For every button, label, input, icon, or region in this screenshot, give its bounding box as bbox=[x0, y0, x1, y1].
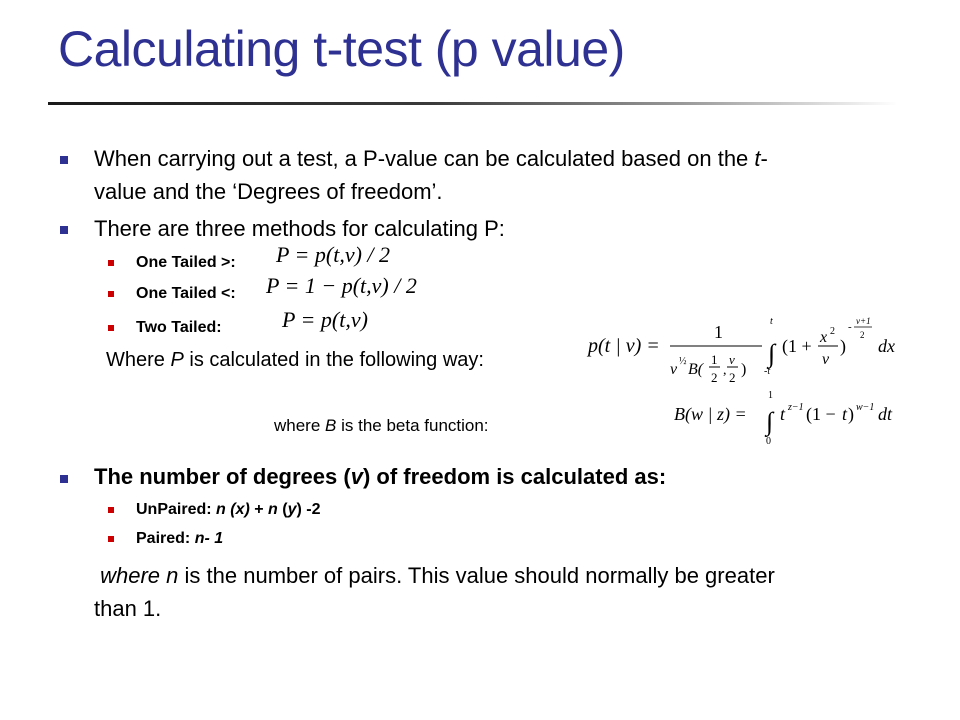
beta-function-formula bbox=[672, 386, 912, 448]
sub-bullet-marker bbox=[108, 536, 114, 542]
svg-text:p(t | ν) =: p(t | ν) = bbox=[588, 335, 660, 357]
svg-text:0: 0 bbox=[766, 436, 771, 447]
method-two-tailed: Two Tailed: bbox=[136, 319, 222, 336]
svg-text:B(: B( bbox=[688, 361, 704, 378]
svg-text:dt: dt bbox=[878, 404, 893, 424]
svg-text:,: , bbox=[723, 363, 727, 378]
svg-text:B(w | z) =: B(w | z) = bbox=[674, 404, 747, 424]
p-value-integral-formula bbox=[586, 312, 916, 392]
svg-text:2: 2 bbox=[729, 370, 736, 385]
svg-text:t: t bbox=[842, 404, 848, 424]
method-one-tailed-greater: One Tailed >: bbox=[136, 254, 236, 271]
title-divider bbox=[48, 102, 898, 105]
svg-text:2: 2 bbox=[860, 330, 865, 340]
svg-text:ν: ν bbox=[822, 351, 830, 368]
hyphen: - bbox=[760, 146, 768, 171]
sub-bullet-marker bbox=[108, 507, 114, 513]
svg-text:w−1: w−1 bbox=[856, 402, 875, 413]
svg-text:ν: ν bbox=[670, 361, 678, 378]
svg-text:(1 −: (1 − bbox=[806, 404, 836, 424]
svg-text:x: x bbox=[820, 329, 828, 346]
formula-one-tailed-less: P = 1 − p(t,ν) / 2 bbox=[266, 273, 417, 298]
bullet-pvalue-text-line2: value and the ‘Degrees of freedom’. bbox=[94, 179, 443, 204]
sub-bullet-marker bbox=[108, 260, 114, 266]
bullet-methods: There are three methods for calculating P: bbox=[94, 216, 505, 241]
svg-text:1: 1 bbox=[768, 390, 773, 401]
svg-text:ν: ν bbox=[729, 352, 735, 367]
bullet-degrees-of-freedom: The number of degrees (v) of freedom is calculated as: bbox=[94, 464, 667, 489]
svg-text:): ) bbox=[741, 361, 747, 378]
pairs-note: where n is the number of pairs. This value should normally be greater than 1. bbox=[94, 563, 775, 621]
svg-text:½: ½ bbox=[679, 356, 687, 367]
bullet-marker bbox=[60, 156, 68, 164]
svg-text:): ) bbox=[840, 336, 846, 356]
svg-text:(1 +: (1 + bbox=[782, 336, 812, 356]
svg-text:∫: ∫ bbox=[768, 339, 776, 368]
method-one-tailed-less: One Tailed <: bbox=[136, 285, 236, 302]
svg-text:2: 2 bbox=[830, 326, 835, 337]
bullet-marker bbox=[60, 475, 68, 483]
svg-text:1: 1 bbox=[714, 322, 723, 342]
svg-text:ν+1: ν+1 bbox=[856, 316, 871, 326]
svg-text:-t: -t bbox=[764, 366, 771, 377]
formula-two-tailed: P = p(t,ν) bbox=[282, 307, 368, 332]
svg-text:): ) bbox=[848, 404, 854, 424]
svg-text:2: 2 bbox=[711, 370, 718, 385]
svg-text:1: 1 bbox=[711, 352, 718, 367]
bullet-pvalue-text: When carrying out a test, a P-value can be calculated based on the bbox=[94, 146, 755, 171]
svg-text:dx: dx bbox=[878, 336, 895, 356]
svg-text:∫: ∫ bbox=[766, 407, 774, 436]
svg-text:-: - bbox=[848, 321, 852, 333]
svg-text:t: t bbox=[770, 316, 773, 327]
sub-bullet-marker bbox=[108, 291, 114, 297]
bullet-pvalue bbox=[94, 142, 934, 208]
paired-formula: Paired: n- 1 bbox=[136, 530, 224, 547]
unpaired-formula: UnPaired: n (x) + n (y) -2 bbox=[136, 501, 321, 518]
where-p-text: Where P is calculated in the following way: bbox=[106, 349, 484, 371]
sub-bullet-marker bbox=[108, 325, 114, 331]
where-b-text: where B is the beta function: bbox=[274, 416, 489, 435]
bullet-marker bbox=[60, 226, 68, 234]
slide-title: Calculating t-test (p value) bbox=[58, 21, 625, 77]
t-variable: t bbox=[754, 146, 761, 171]
formula-one-tailed-greater: P = p(t,ν) / 2 bbox=[276, 242, 391, 267]
svg-text:z−1: z−1 bbox=[788, 402, 804, 413]
svg-text:t: t bbox=[780, 404, 786, 424]
